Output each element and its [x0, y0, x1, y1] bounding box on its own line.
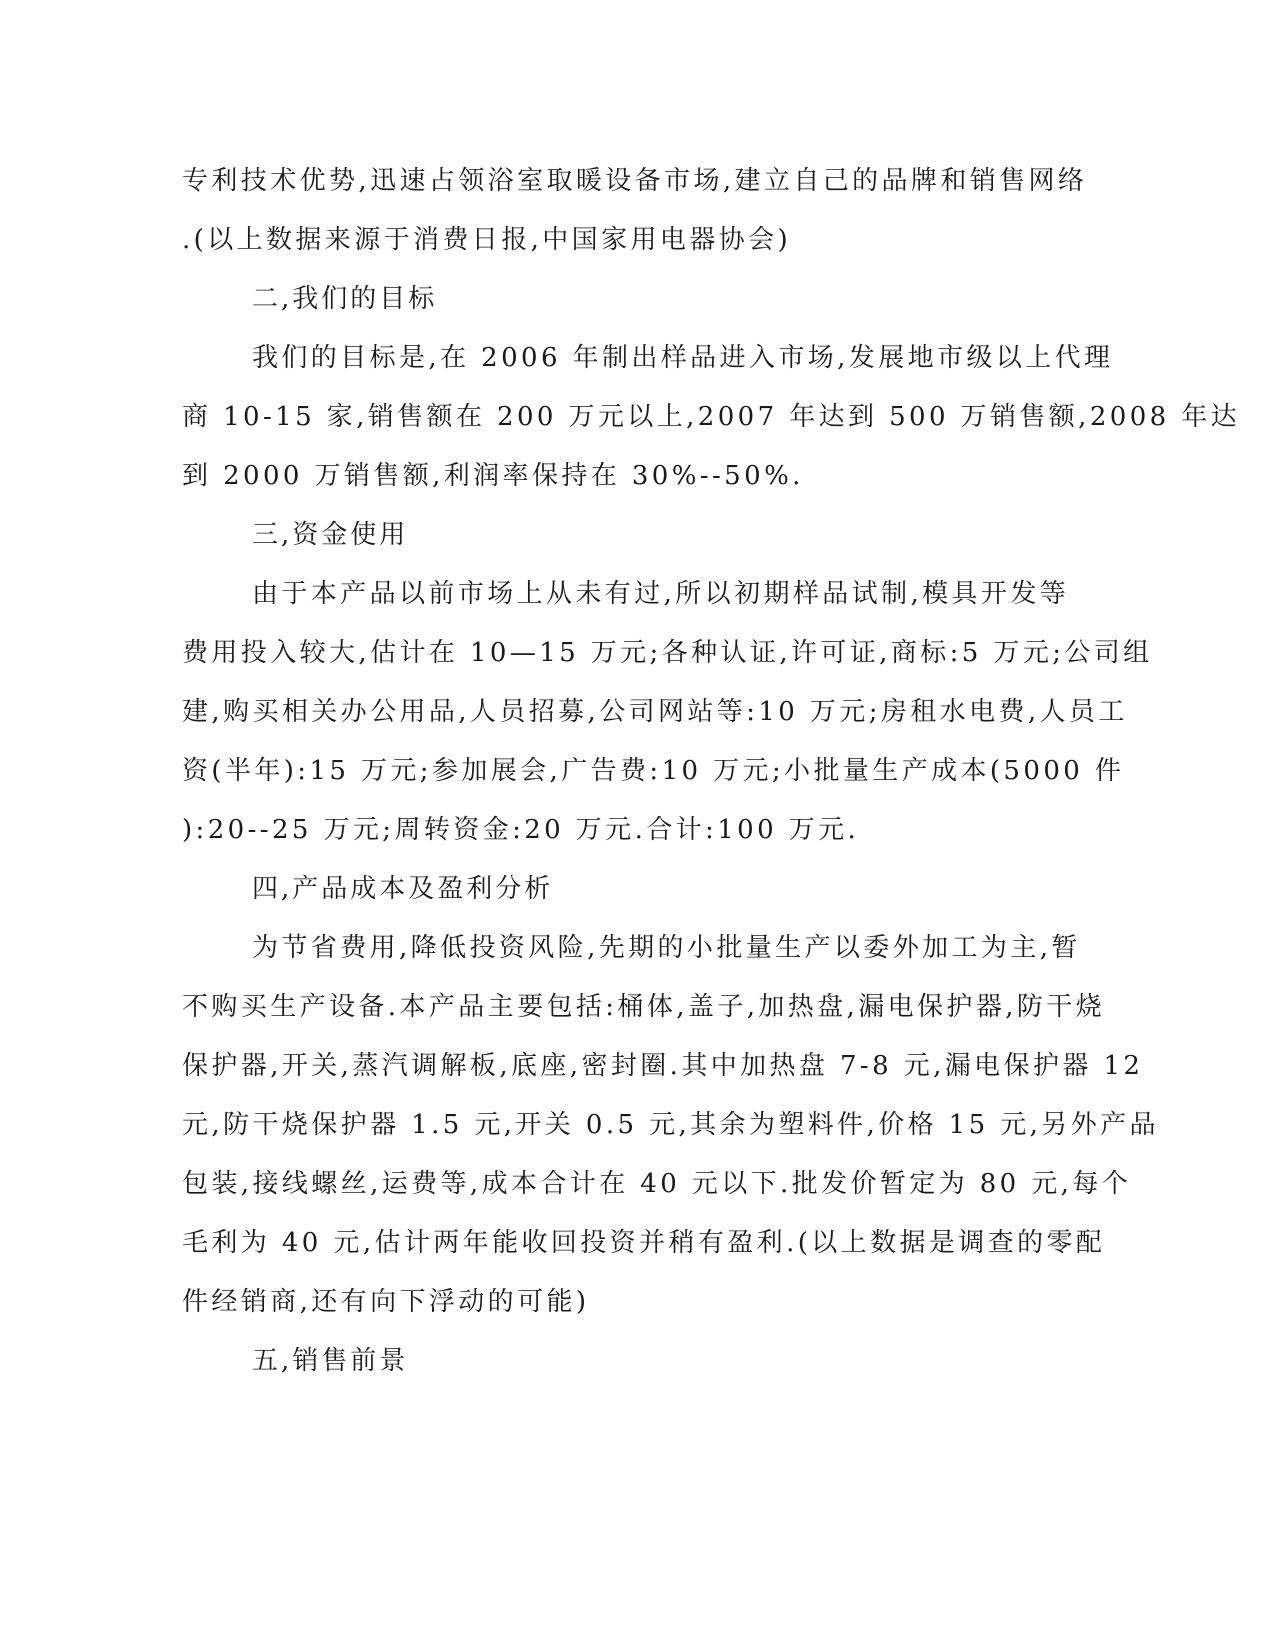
paragraph-line: 毛利为 40 元,估计两年能收回投资并稍有盈利.(以上数据是调查的零配 [182, 1228, 1106, 1258]
paragraph-line: .(以上数据来源于消费日报,中国家用电器协会) [182, 225, 792, 255]
paragraph-line: 为节省费用,降低投资风险,先期的小批量生产以委外加工为主,暂 [252, 933, 1081, 963]
section-heading-sales: 五,销售前景 [252, 1346, 409, 1376]
document-page [182, 152, 1241, 1391]
paragraph-line: 元,防干烧保护器 1.5 元,开关 0.5 元,其余为塑料件,价格 15 元,另外产品 [182, 1110, 1159, 1140]
paragraph-line: 我们的目标是,在 2006 年制出样品进入市场,发展地市级以上代理 [252, 343, 1114, 373]
paragraph-line: 到 2000 万销售额,利润率保持在 30%--50%. [182, 461, 804, 491]
paragraph-line: 由于本产品以前市场上从未有过,所以初期样品试制,模具开发等 [252, 579, 1070, 609]
section-heading-goals: 二,我们的目标 [252, 284, 438, 314]
paragraph-line: 资(半年):15 万元;参加展会,广告费:10 万元;小批量生产成本(5000 件 [182, 756, 1125, 786]
section-heading-funds: 三,资金使用 [252, 520, 409, 550]
section-heading-cost: 四,产品成本及盈利分析 [252, 874, 554, 904]
paragraph-line: 件经销商,还有向下浮动的可能) [182, 1287, 590, 1317]
paragraph-line: 包装,接线螺丝,运费等,成本合计在 40 元以下.批发价暂定为 80 元,每个 [182, 1169, 1132, 1199]
paragraph-line: 建,购买相关办公用品,人员招募,公司网站等:10 万元;房租水电费,人员工 [182, 697, 1128, 727]
paragraph-line: 专利技术优势,迅速占领浴室取暖设备市场,建立自己的品牌和销售网络 [182, 166, 1088, 196]
paragraph-line: 保护器,开关,蒸汽调解板,底座,密封圈.其中加热盘 7-8 元,漏电保护器 12 [182, 1051, 1144, 1081]
paragraph-line: 不购买生产设备.本产品主要包括:桶体,盖子,加热盘,漏电保护器,防干烧 [182, 992, 1106, 1022]
paragraph-line: 费用投入较大,估计在 10—15 万元;各种认证,许可证,商标:5 万元;公司组 [182, 638, 1153, 668]
paragraph-line: 商 10-15 家,销售额在 200 万元以上,2007 年达到 500 万销售额,2008 年达 [182, 402, 1241, 432]
paragraph-line: ):20--25 万元;周转资金:20 万元.合计:100 万元. [182, 815, 860, 845]
